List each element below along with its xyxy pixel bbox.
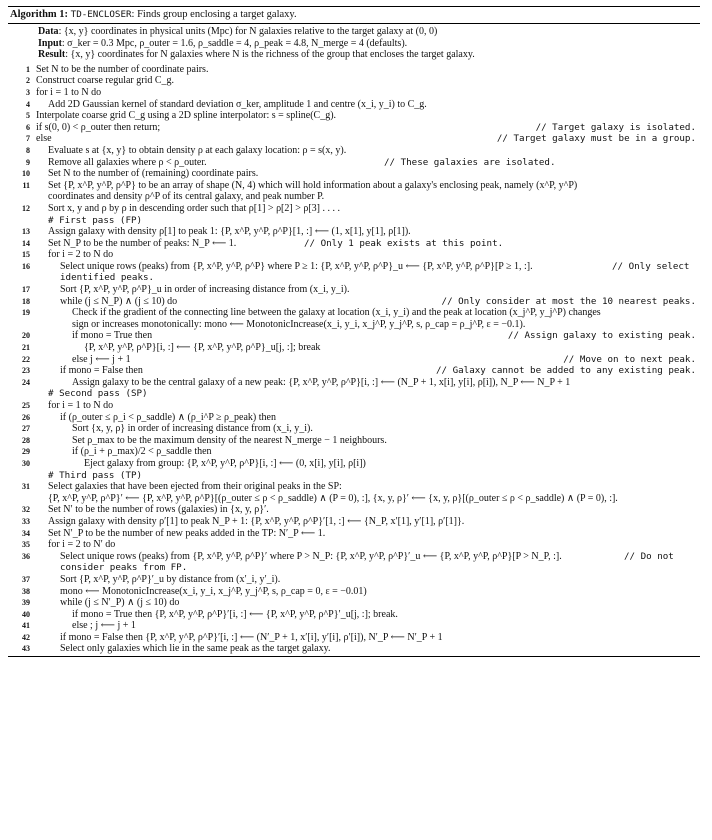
line-comment: // Only consider at most the 10 nearest peaks. — [441, 295, 696, 307]
line-text: if s(0, 0) < ρ_outer then return; — [36, 121, 161, 133]
line-text: Set N_P to be the number of peaks: N_P ⟵ 1. — [48, 237, 237, 249]
line-text: Interpolate coarse grid C_g using a 2D spline interpolator: s = spline(C_g). — [36, 110, 337, 122]
line-number: 1 — [26, 64, 30, 74]
line-body — [36, 609, 700, 621]
line-number: 35 — [22, 540, 30, 550]
algorithm-line — [8, 272, 700, 284]
line-body — [36, 296, 700, 308]
line-body — [36, 493, 700, 505]
line-body — [36, 400, 700, 412]
line-text: Set N to the number of (remaining) coordinate pairs. — [48, 168, 259, 180]
algorithm-line — [8, 215, 700, 227]
line-number: 40 — [22, 609, 30, 619]
algorithm-line — [8, 180, 700, 192]
pass-comment: # Second pass (SP) — [48, 388, 148, 400]
line-text: if (ρ_outer ≤ ρ_i < ρ_saddle) ∧ (ρ_i^P ≥ ρ_peak) then — [60, 411, 276, 423]
line-number: 27 — [22, 424, 30, 434]
line-body — [36, 528, 700, 540]
line-comment: // Move on to next peak. — [563, 353, 696, 365]
algorithm-line — [8, 388, 700, 400]
line-text: Sort x, y and ρ by ρ in descending order such that ρ[1] > ρ[2] > ρ[3] . . . . — [48, 202, 341, 214]
line-body — [36, 330, 700, 342]
line-body — [36, 75, 700, 87]
line-text: for i = 1 to N do — [48, 400, 114, 411]
line-number: 39 — [22, 598, 30, 608]
line-number: 42 — [22, 632, 30, 642]
algorithm-line — [8, 481, 700, 493]
algorithm-line — [8, 249, 700, 261]
algorithm-line — [8, 99, 700, 111]
algorithm-line — [8, 504, 700, 516]
line-body — [36, 412, 700, 424]
algorithm-line — [8, 87, 700, 99]
line-body — [36, 470, 700, 482]
line-number: 13 — [22, 227, 30, 237]
line-comment: // Target galaxy is isolated. — [535, 121, 696, 133]
line-number: 30 — [22, 458, 30, 468]
caption-rest: : Finds group enclosing a target galaxy. — [131, 9, 297, 20]
algorithm-line — [8, 539, 700, 551]
line-number: 16 — [22, 261, 30, 271]
line-text: Assign galaxy with density ρ′[1] to peak N_P + 1: {P, x^P, y^P, ρ^P}′[1, :] ⟵ {N_P, x′[1], y′[1], ρ′[1]}. — [48, 515, 465, 527]
line-number: 14 — [22, 238, 30, 248]
line-body — [36, 632, 700, 644]
line-body — [36, 504, 700, 516]
algorithm-line — [8, 597, 700, 609]
line-number: 24 — [22, 377, 30, 387]
algorithm-lines — [8, 61, 700, 655]
line-number: 37 — [22, 574, 30, 584]
algorithm-line — [8, 157, 700, 169]
line-text: if mono = True then — [72, 330, 153, 342]
line-text: for i = 2 to N do — [48, 249, 114, 261]
line-body — [36, 354, 700, 366]
line-text: Set N to be the number of coordinate pairs. — [36, 63, 209, 75]
algorithm-line — [8, 319, 700, 331]
line-number: 18 — [22, 296, 30, 306]
algorithm-line — [8, 562, 700, 574]
line-number: 32 — [22, 505, 30, 515]
line-number: 12 — [22, 203, 30, 213]
line-body — [36, 87, 700, 99]
line-text: {P, x^P, y^P, ρ^P}′ ⟵ {P, x^P, y^P, ρ^P}[(ρ_outer ≤ ρ < ρ_saddle) ∧ (P = 0), :], {x, y, ρ}′ ⟵ {x, y, ρ}[(ρ_outer ≤ ρ < ρ_saddle) ∧ (P = 0), :]. — [48, 492, 618, 504]
algorithm-line — [8, 435, 700, 447]
line-number: 26 — [22, 412, 30, 422]
algorithm-line — [8, 632, 700, 644]
line-number: 21 — [22, 343, 30, 353]
header-result: Result : {x, y} coordinates for N galaxies where N is the richness of the group that encloses the target galaxy. — [38, 49, 475, 61]
line-body — [36, 110, 700, 122]
line-number: 25 — [22, 401, 30, 410]
line-number: 7 — [26, 134, 30, 144]
algorithm-caption — [8, 7, 700, 23]
algorithm-box — [8, 6, 700, 657]
line-body — [36, 238, 700, 250]
algorithm-line — [8, 191, 700, 203]
line-number: 4 — [26, 99, 30, 109]
line-text: sign or increases monotonically: mono ⟵ MonotonicIncrease(x_i, y_i, x_j^P, y_j^P, s, ρ_cap = ρ_j^P, ε = −0.1). — [72, 318, 526, 330]
line-comment: // Target galaxy must be in a group. — [496, 133, 696, 145]
line-text: Set N′ to be the number of rows (galaxies) in {x, y, ρ}′. — [48, 504, 269, 516]
line-number: 2 — [26, 76, 30, 86]
bottom-rule — [8, 656, 700, 657]
pass-comment: identified peaks. — [60, 272, 155, 284]
line-text: Sort {P, x^P, y^P, ρ^P}′_u by distance from (x′_i, y′_i). — [60, 573, 281, 585]
line-text: Remove all galaxies where ρ < ρ_outer. — [48, 156, 207, 168]
line-body — [36, 133, 700, 145]
algorithm-line — [8, 574, 700, 586]
line-text: Check if the gradient of the connecting line between the galaxy at location (x_i, y_i) and the peak at location (x_j^P, y_j^P) changes — [72, 307, 601, 319]
line-number: 10 — [22, 169, 30, 179]
line-body — [36, 562, 700, 574]
algorithm-line — [8, 551, 700, 563]
algorithm-line — [8, 203, 700, 215]
line-text: coordinates and density ρ^P of its central galaxy, and peak number P. — [48, 191, 325, 203]
line-text: else j ⟵ j + 1 — [72, 353, 131, 365]
line-comment: // Galaxy cannot be added to any existing peak. — [436, 365, 696, 377]
algorithm-line — [8, 586, 700, 598]
line-text: if mono = False then {P, x^P, y^P, ρ^P}′[i, :] ⟵ (N′_P + 1, x′[i], y′[i], ρ′[i]), N′_P ⟵ N′_P + 1 — [60, 631, 443, 643]
line-text: Assign galaxy to be the central galaxy of a new peak: {P, x^P, y^P, ρ^P}[i, :] ⟵ (N_P + 1, x[i], y[i], ρ[i]), N_P ⟵ N_P + 1 — [72, 376, 571, 388]
line-body — [36, 551, 700, 563]
algorithm-header — [8, 24, 700, 61]
line-number: 31 — [22, 482, 30, 492]
algorithm-line — [8, 168, 700, 180]
line-number: 8 — [26, 145, 30, 155]
line-number: 20 — [22, 331, 30, 341]
line-text: else — [36, 133, 52, 145]
algorithm-line — [8, 377, 700, 389]
line-body — [36, 122, 700, 134]
algorithm-line — [8, 75, 700, 87]
line-body — [36, 586, 700, 598]
line-number: 29 — [22, 447, 30, 457]
line-body — [36, 377, 700, 389]
line-number: 34 — [22, 528, 30, 538]
algorithm-line — [8, 643, 700, 655]
line-body — [36, 145, 700, 157]
algorithm-line — [8, 133, 700, 145]
line-number: 43 — [22, 644, 30, 654]
line-body — [36, 539, 700, 551]
line-body — [36, 516, 700, 528]
line-body — [36, 481, 700, 493]
algorithm-line — [8, 110, 700, 122]
algorithm-line — [8, 528, 700, 540]
line-body — [36, 64, 700, 76]
line-text: Set N′_P to be the number of new peaks added in the TP: N′_P ⟵ 1. — [48, 527, 326, 539]
pass-comment: # Third pass (TP) — [48, 469, 143, 481]
line-text: if (ρ_i + ρ_max)/2 < ρ_saddle then — [72, 446, 212, 458]
line-comment: // Assign galaxy to existing peak. — [507, 330, 696, 342]
line-number: 9 — [26, 157, 30, 167]
line-number: 23 — [22, 366, 30, 376]
algorithm-line — [8, 296, 700, 308]
line-body — [36, 446, 700, 458]
line-number: 33 — [22, 516, 30, 526]
line-body — [36, 574, 700, 586]
line-text: Select unique rows (peaks) from {P, x^P, y^P, ρ^P}′ where P > N_P: {P, x^P, y^P, ρ^P}′_u ⟵ {P, x^P, y^P, ρ^P}[P > N_P, :]. — [60, 550, 562, 562]
line-text: Construct coarse regular grid C_g. — [36, 75, 175, 87]
algorithm-line — [8, 261, 700, 273]
line-body — [36, 643, 700, 655]
algorithm-line — [8, 354, 700, 366]
line-body — [36, 365, 700, 377]
line-text: Select unique rows (peaks) from {P, x^P, y^P, ρ^P} where P ≥ 1: {P, x^P, y^P, ρ^P}_u ⟵ {P, x^P, y^P, ρ^P}[P ≥ 1, :]. — [60, 260, 533, 272]
line-number: 28 — [22, 435, 30, 445]
line-body — [36, 272, 700, 284]
line-body — [36, 620, 700, 632]
algorithm-line — [8, 342, 700, 354]
line-text: if mono = False then — [60, 365, 143, 377]
line-body — [36, 388, 700, 400]
algorithm-line — [8, 145, 700, 157]
line-comment: // Do not — [624, 550, 674, 562]
algorithm-line — [8, 493, 700, 505]
line-body — [36, 180, 700, 192]
line-text: for i = 1 to N do — [36, 86, 102, 98]
line-number: 17 — [22, 285, 30, 295]
line-text: while (j ≤ N_P) ∧ (j ≤ 10) do — [60, 295, 178, 307]
algorithm-line — [8, 446, 700, 458]
line-text: else ; j ⟵ j + 1 — [72, 620, 136, 632]
algorithm-line — [8, 226, 700, 238]
line-text: Sort {P, x^P, y^P, ρ^P}_u in order of increasing distance from (x_i, y_i). — [60, 284, 350, 296]
line-text: Evaluate s at {x, y} to obtain density ρ at each galaxy location: ρ = s(x, y). — [48, 144, 347, 156]
line-text: Eject galaxy from group: {P, x^P, y^P, ρ^P}[i, :] ⟵ (0, x[i], y[i], ρ[i]) — [84, 457, 366, 469]
line-text: if mono = True then {P, x^P, y^P, ρ^P}′[i, :] ⟵ {P, x^P, y^P, ρ^P}′_u[j, :]; break. — [72, 608, 398, 620]
line-text: Sort {x, y, ρ} in order of increasing distance from (x_i, y_i). — [72, 423, 313, 435]
line-body — [36, 307, 700, 319]
line-comment: // These galaxies are isolated. — [384, 156, 556, 168]
line-text: Set ρ_max to be the maximum density of the nearest N_merge − 1 neighbours. — [72, 434, 387, 446]
line-number: 3 — [26, 87, 30, 97]
caption-prefix: Algorithm 1: — [10, 9, 69, 20]
line-text: Assign galaxy with density ρ[1] to peak 1: {P, x^P, y^P, ρ^P}[1, :] ⟵ (1, x[1], y[1], ρ[1]). — [48, 226, 411, 238]
algorithm-line — [8, 620, 700, 632]
line-text: {P, x^P, y^P, ρ^P}[i, :] ⟵ {P, x^P, y^P, ρ^P}_u[j, :]; break — [84, 342, 321, 354]
line-number: 22 — [22, 354, 30, 364]
pass-comment: consider peaks from FP. — [60, 562, 188, 574]
line-text: Add 2D Gaussian kernel of standard deviation σ_ker, amplitude 1 and centre (x_i, y_i) to C_g. — [48, 98, 427, 110]
algorithm-line — [8, 412, 700, 424]
header-data: Data : {x, y} coordinates in physical units (Mpc) for N galaxies relative to the target galaxy at (0, 0) — [38, 26, 438, 37]
algorithm-line — [8, 470, 700, 482]
caption-name: TD-ENCLOSER — [70, 9, 132, 20]
line-text: Set {P, x^P, y^P, ρ^P} to be an array of shape (N, 4) which will hold information about a galaxy's enclosing peak, namely (x^P, y^P) — [48, 179, 578, 191]
line-body — [36, 168, 700, 180]
line-number: 6 — [26, 122, 30, 132]
line-body — [36, 191, 700, 203]
line-text: Select only galaxies which lie in the same peak as the target galaxy. — [60, 643, 331, 655]
line-body — [36, 203, 700, 215]
line-body — [36, 99, 700, 111]
algorithm-line — [8, 122, 700, 134]
line-body — [36, 597, 700, 609]
line-body — [36, 226, 700, 238]
line-body — [36, 319, 700, 331]
algorithm-line — [8, 423, 700, 435]
line-number: 36 — [22, 551, 30, 561]
algorithm-line — [8, 64, 700, 76]
line-body — [36, 157, 700, 169]
line-number: 19 — [22, 308, 30, 318]
line-text: for i = 2 to N′ do — [48, 539, 116, 551]
line-text: Select galaxies that have been ejected from their original peaks in the SP: — [48, 481, 342, 493]
line-body — [36, 458, 700, 470]
algorithm-line — [8, 238, 700, 250]
algorithm-line — [8, 307, 700, 319]
line-body — [36, 284, 700, 296]
line-body — [36, 261, 700, 273]
line-comment: // Only select — [612, 260, 690, 272]
line-body — [36, 435, 700, 447]
line-number: 5 — [26, 111, 30, 121]
line-comment: // Only 1 peak exists at this point. — [304, 237, 504, 249]
line-body — [36, 215, 700, 227]
pass-comment: # First pass (FP) — [48, 214, 143, 226]
line-number: 11 — [22, 180, 30, 190]
algorithm-line — [8, 516, 700, 528]
algorithm-line — [8, 400, 700, 412]
line-body — [36, 342, 700, 354]
algorithm-line — [8, 330, 700, 342]
line-body — [36, 249, 700, 261]
algorithm-line — [8, 284, 700, 296]
algorithm-line — [8, 609, 700, 621]
line-number: 15 — [22, 250, 30, 260]
algorithm-line — [8, 458, 700, 470]
line-number: 38 — [22, 586, 30, 596]
line-text: mono ⟵ MonotonicIncrease(x_i, y_i, x_j^P, y_j^P, s, ρ_cap = 0, ε = −0.01) — [60, 585, 367, 597]
algorithm-line — [8, 365, 700, 377]
line-body — [36, 423, 700, 435]
line-number: 41 — [22, 621, 30, 631]
line-text: while (j ≤ N′_P) ∧ (j ≤ 10) do — [60, 597, 180, 609]
header-input: Input : σ_ker = 0.3 Mpc, ρ_outer = 1.6, ρ_saddle = 4, ρ_peak = 4.8, N_merge = 4 (defaults). — [38, 37, 408, 49]
